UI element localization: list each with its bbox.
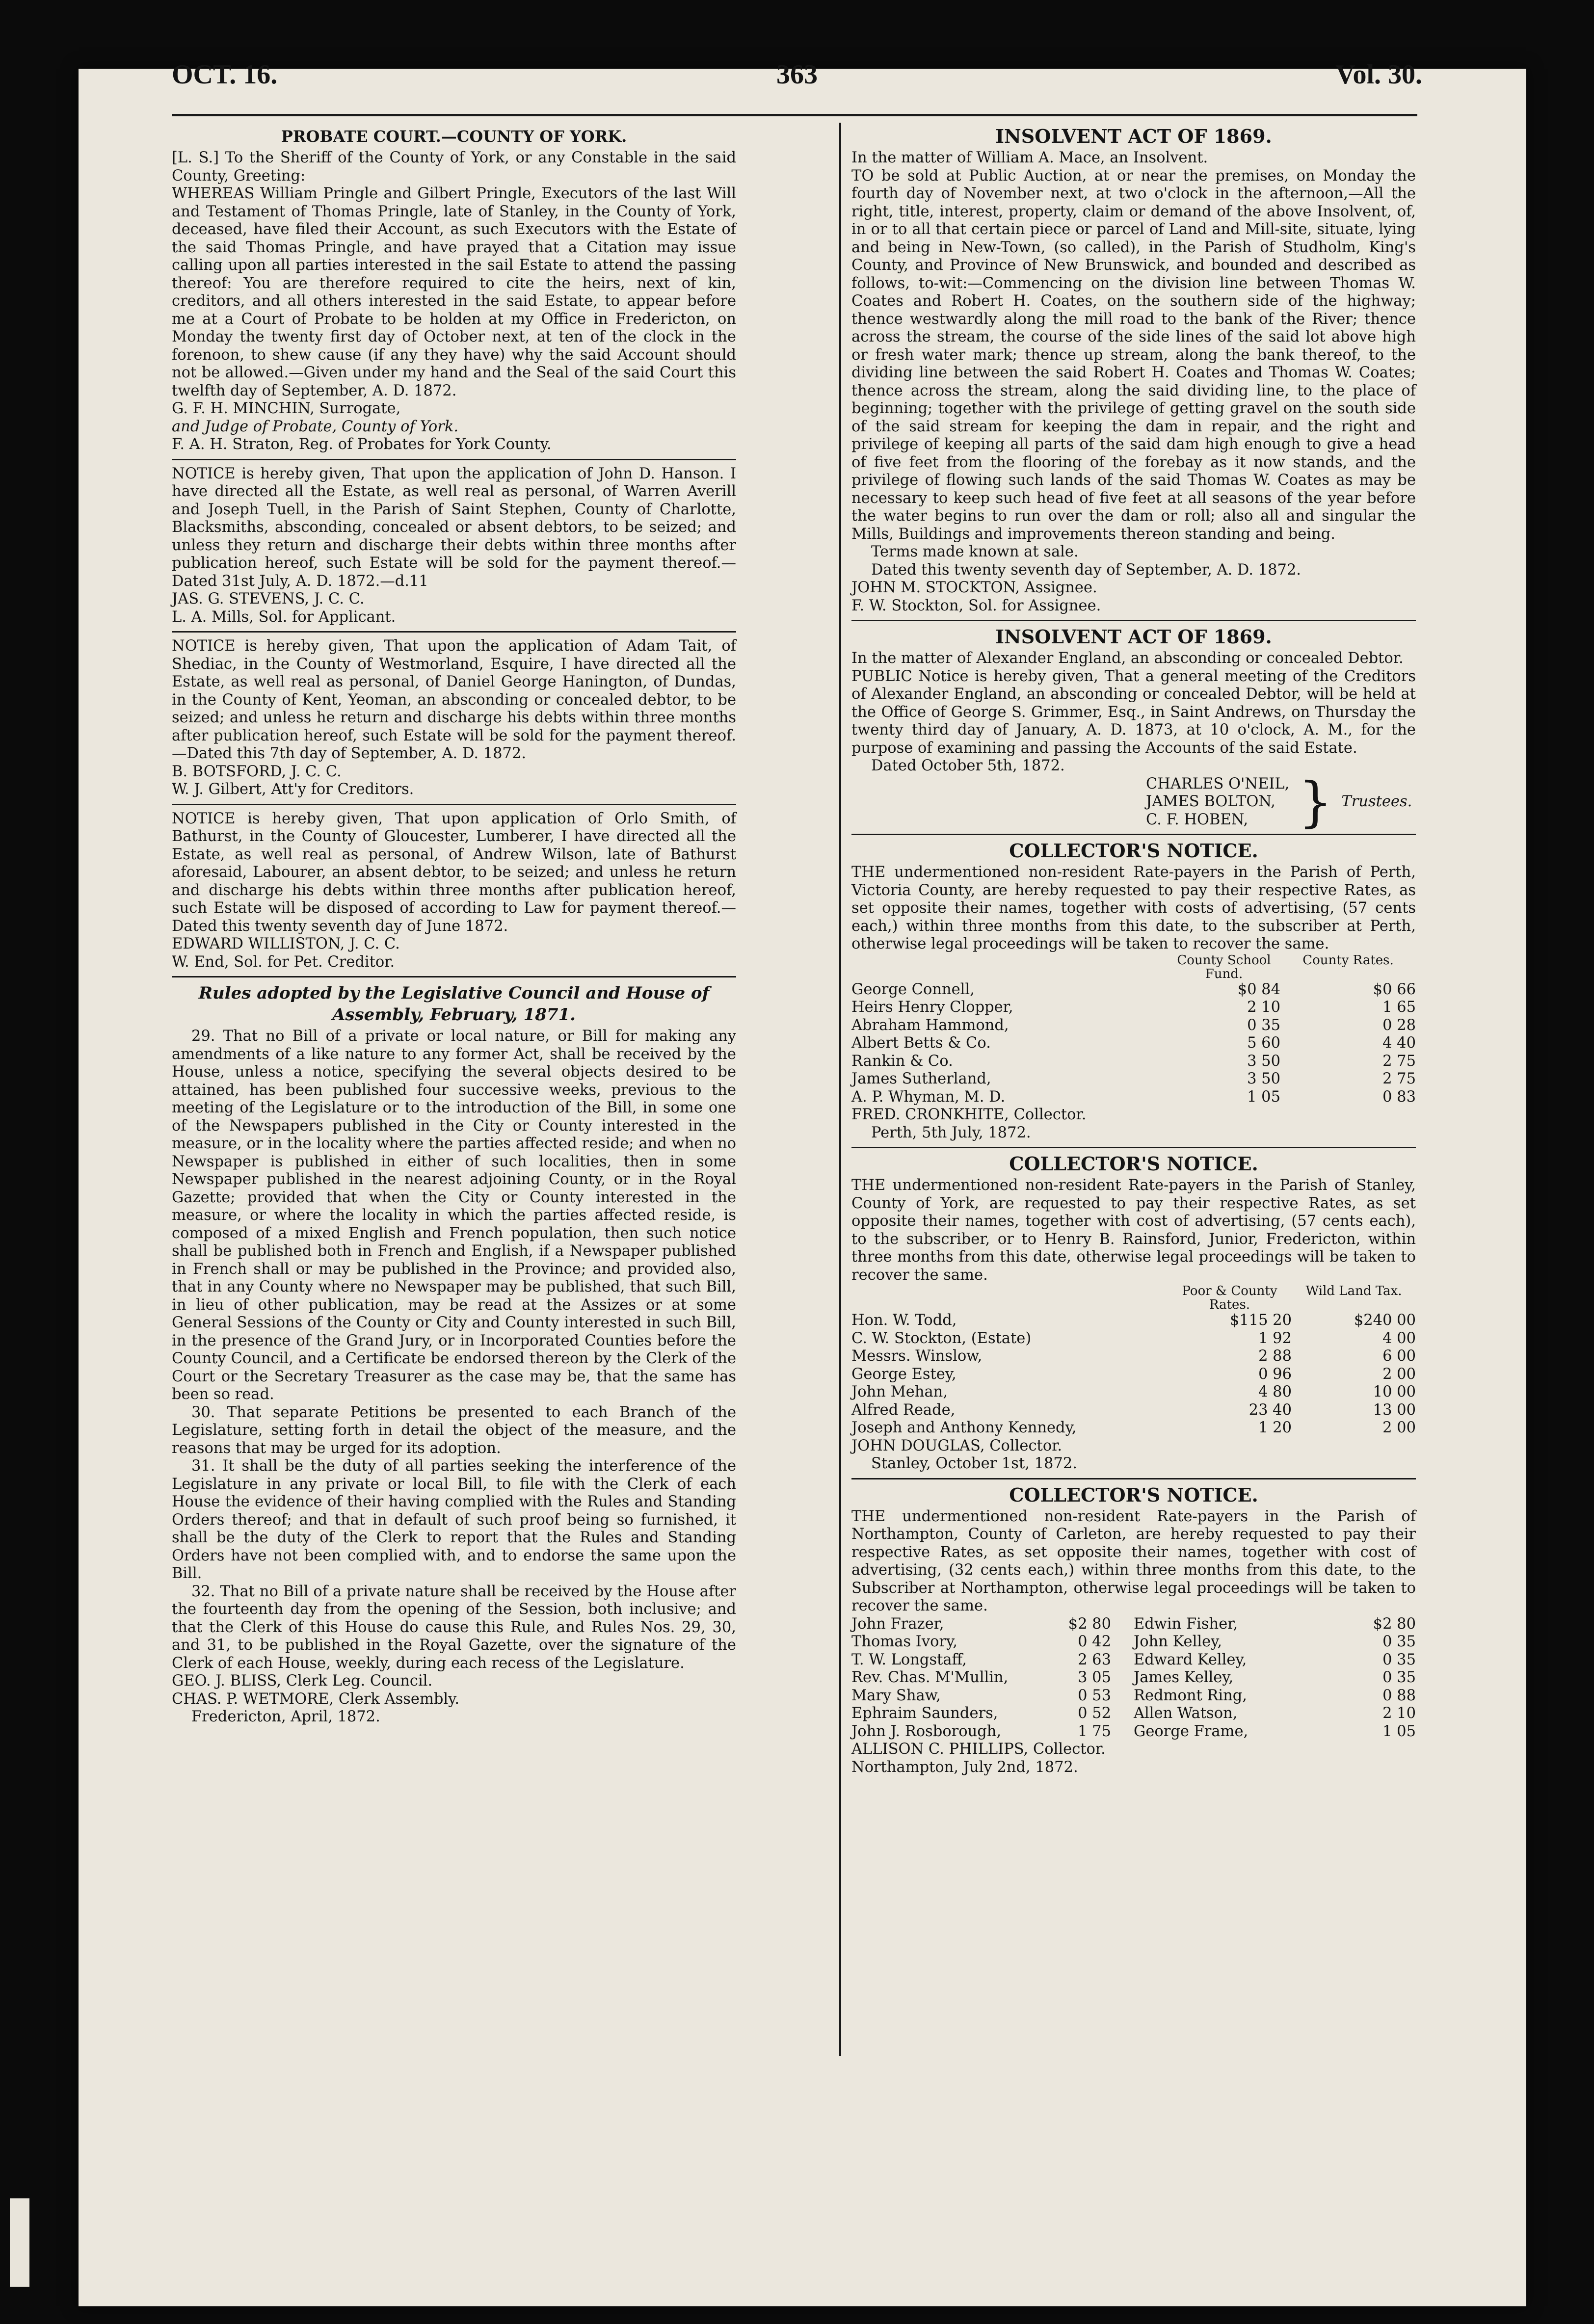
- ratepayer-name: Rev. Chas. M'Mullin,: [851, 1669, 1009, 1686]
- spacer: [1111, 1651, 1134, 1669]
- divider: [851, 620, 1416, 621]
- header-rule: [172, 114, 1417, 116]
- collector-title: COLLECTOR'S NOTICE.: [1009, 840, 1258, 862]
- notice-signature: B. BOTSFORD, J. C. C.: [172, 763, 342, 780]
- ratepayer-name: Ephraim Saunders,: [851, 1705, 998, 1722]
- rules-title: Rules adopted by the Legislative Council and House of Assembly, February, 1871.: [198, 983, 710, 1025]
- ratepayer-name: A. P. Whyman, M. D.: [851, 1088, 1006, 1106]
- school-fund-value: 5 60: [1247, 1034, 1280, 1052]
- rate-value: 0 35: [1382, 1651, 1416, 1668]
- rule-31: 31. It shall be the duty of all parties seeking the interference of the Legislature in any private or local Bill, to file with the Clerk of each House the evidence of their having complied with the Rules and Standing Orders thereof; and that in default of such proof being so furnished, it shall be the duty of the Clerk to report that the Rules and Standing Orders have not been complied with, and to endorse the same upon the Bill.: [172, 1457, 736, 1582]
- ratepayer-name: Heirs Henry Clopper,: [851, 999, 1013, 1016]
- column-header: County School Fund.: [1177, 952, 1271, 981]
- ratepayer-name: George Estey,: [851, 1365, 956, 1383]
- probate-signature: G. F. H. MINCHIN, Surrogate,: [172, 400, 401, 417]
- collector-body: THE undermentioned non-resident Rate-payers in the Parish of Perth, Victoria County, are hereby requested to pay their respective Rates, as set opposite their names, together with costs of advertising, (57 cents each,) within three months from this date, to the subscriber at Perth, otherwise legal proceedings will be taken to recover the same.: [851, 864, 1416, 952]
- wild-land-value: 13 00: [1373, 1401, 1416, 1419]
- wild-land-value: 4 00: [1382, 1329, 1416, 1347]
- ratepayer-name: Hon. W. Todd,: [851, 1312, 957, 1329]
- table-row: [851, 1017, 1416, 1035]
- county-rate-value: 2 75: [1382, 1070, 1416, 1087]
- brace-glyph: }: [1298, 770, 1333, 834]
- collector-signature: ALLISON C. PHILLIPS, Collector.: [851, 1741, 1106, 1758]
- insolvent-mace: [851, 126, 1416, 615]
- collector-notice-northampton: [851, 1484, 1416, 1777]
- rate-value: 2 10: [1382, 1705, 1416, 1722]
- notice-solicitor: L. A. Mills, Sol. for Applicant.: [172, 608, 396, 626]
- rate-value: $2 80: [1068, 1615, 1111, 1633]
- rate-value: 0 53: [1078, 1687, 1111, 1704]
- spacer: [1111, 1687, 1134, 1705]
- ratepayer-name: John Frazer,: [851, 1615, 944, 1633]
- divider: [172, 459, 736, 460]
- rule-29: 29. That no Bill of a private or local nature, or Bill for making any amendments of a like nature to any former Act, shall be received by the House, unless a notice, specifying the several objects desired to be attained, has been published four successive weeks, previous to the meeting of the Legislature or to the introduction of the Bill, in some one of the Newspapers published in the City or County interested in the measure, or in the locality where the parties affected reside; and when no Newspaper is published in either of such localities, then in some Newspaper published in the nearest adjoining County, or in the Royal Gazette; provided that when the City or County interested in the measure, or where the locality in which the parties affected reside, is composed of a mixed English and French population, then such notice shall be published both in French and English, if a Newspaper published in French shall or may be published in the Province; and provided also, that in any County where no Newspaper may be published, that such Bill, in lieu of other publication, may be read at the Assizes or at some General Sessions of the County or City and County interested in such Bill, in the presence of the Grand Jury, or in Incorporated Counties before the County Council, and a Certificate be endorsed thereon by the Clerk of the Court or the Secretary Treasurer as the case may be, that the same has been so read.: [172, 1028, 736, 1403]
- ratepayer-name: George Frame,: [1134, 1722, 1249, 1740]
- table-row: [851, 1723, 1416, 1741]
- probate-body: WHEREAS William Pringle and Gilbert Pringle, Executors of the last Will and Testament of Thomas Pringle, late of Stanley, in the County of York, deceased, have filed their Account, as such Executors with the Estate of the said Thomas Pringle, and have prayed that a Citation may issue calling upon all parties interested in the sail Estate to attend the passing thereof: You are therefore required to cite the heirs, next of kin, creditors, and all others interested in the said Estate, to appear before me at a Court of Probate to be holden at my Office in Fredericton, on Monday the twenty first day of October next, at ten of the clock in the forenoon, to shew cause (if any they have) why the said Account should not be allowed.—Given under my hand and the Seal of the said Court this twelfth day of September, A. D. 1872.: [172, 185, 736, 399]
- legislative-rules: [172, 982, 736, 1726]
- wild-land-value: $240 00: [1354, 1312, 1416, 1329]
- poor-county-value: 1 92: [1258, 1329, 1292, 1347]
- column-rule: [839, 123, 841, 2056]
- insolvent-solicitor: F. W. Stockton, Sol. for Assignee.: [851, 597, 1101, 614]
- insolvent-dated: Dated October 5th, 1872.: [871, 757, 1065, 774]
- binding-tab: [10, 2198, 29, 2287]
- spacer: [1111, 1633, 1134, 1651]
- ratepayer-name: Joseph and Anthony Kennedy,: [851, 1419, 1077, 1436]
- county-rate-value: 2 75: [1382, 1052, 1416, 1070]
- ratepayer-name: Edward Kelley,: [1134, 1651, 1247, 1668]
- insolvent-dated: Dated this twenty seventh day of September, A. D. 1872.: [871, 561, 1301, 579]
- ratepayer-name: T. W. Longstaff,: [851, 1651, 967, 1668]
- rate-value: 0 88: [1382, 1687, 1416, 1704]
- probate-title: PROBATE COURT.—COUNTY OF YORK.: [281, 127, 627, 146]
- divider: [851, 1478, 1416, 1479]
- table-row: [851, 1347, 1416, 1366]
- notice-body: NOTICE is hereby given, That upon application of Orlo Smith, of Bathurst, in the County of Gloucester, Lumberer, I have directed all the Estate, as well real as personal, of Andrew Wilson, late of Bathurst aforesaid, Labourer, an absent debtor, to be seized; and unless he return and discharge his debts within three months after publication hereof, such Estate will be disposed of according to Law for payment thereof.—Dated this twenty seventh day of June 1872.: [172, 810, 736, 935]
- trustees-label: Trustees.: [1341, 793, 1412, 810]
- school-fund-value: 3 50: [1247, 1052, 1280, 1070]
- probate-court-notice: [172, 126, 736, 454]
- notice-signature: JAS. G. STEVENS, J. C. C.: [172, 590, 365, 607]
- table-row: [851, 1651, 1416, 1669]
- spacer: [1111, 1669, 1134, 1687]
- poor-county-value: 0 96: [1258, 1365, 1292, 1383]
- rule-30: 30. That separate Petitions be presented to each Branch of the Legislature, setting forth in detail the object of the measure, and the reasons that may be urged for its adoption.: [172, 1403, 736, 1457]
- table-row: [851, 999, 1416, 1017]
- rate-value: 0 35: [1382, 1633, 1416, 1650]
- collector-place: Perth, 5th July, 1872.: [871, 1124, 1031, 1141]
- poor-county-value: 1 20: [1258, 1419, 1292, 1436]
- column-header: County Rates.: [1302, 952, 1394, 968]
- probate-registrar: F. A. H. Straton, Reg. of Probates for York County.: [172, 436, 552, 453]
- right-column: [851, 123, 1416, 1776]
- insolvent-matter: In the matter of Alexander England, an absconding or concealed Debtor.: [851, 650, 1404, 667]
- rates-table: [851, 1284, 1416, 1437]
- collector-body: THE undermentioned non-resident Rate-payers in the Parish of Northampton, County of Carleton, are hereby requested to pay their respective Rates, as set opposite their names, together with cost of advertising, (32 cents each,) within three months from this date, to the Subscriber at Northampton, otherwise legal proceedings will be taken to recover the same.: [851, 1507, 1416, 1614]
- collector-title: COLLECTOR'S NOTICE.: [1009, 1483, 1258, 1506]
- table-row: [851, 1705, 1416, 1723]
- poor-county-value: $115 20: [1229, 1312, 1292, 1329]
- wild-land-value: 6 00: [1382, 1347, 1416, 1365]
- rules-signature-2: CHAS. P. WETMORE, Clerk Assembly.: [172, 1690, 460, 1708]
- rate-value: 0 35: [1382, 1669, 1416, 1686]
- rate-value: 1 75: [1078, 1722, 1111, 1740]
- county-rate-value: 1 65: [1382, 999, 1416, 1016]
- divider: [172, 976, 736, 977]
- school-fund-value: $0 84: [1237, 980, 1280, 998]
- table-row: [851, 1401, 1416, 1420]
- rates-table: [851, 953, 1416, 1107]
- school-fund-value: 0 35: [1247, 1016, 1280, 1034]
- insolvent-terms: Terms made known at sale.: [871, 543, 1079, 560]
- poor-county-value: 4 80: [1258, 1383, 1292, 1400]
- rules-place-date: Fredericton, April, 1872.: [191, 1708, 380, 1725]
- collector-notice-perth: [851, 840, 1416, 1142]
- ratepayer-name: Mary Shaw,: [851, 1687, 941, 1704]
- collector-notice-stanley: [851, 1153, 1416, 1473]
- school-fund-value: 2 10: [1247, 999, 1280, 1016]
- issue-date: OCT. 16.: [172, 59, 278, 90]
- trustee-name: C. F. HOBEN,: [1146, 811, 1249, 828]
- collector-signature: JOHN DOUGLAS, Collector.: [851, 1437, 1063, 1454]
- table-row: [851, 1088, 1416, 1107]
- divider: [851, 834, 1416, 835]
- ratepayer-name: Albert Betts & Co.: [851, 1034, 991, 1052]
- notice-tait: [172, 637, 736, 799]
- notice-body: NOTICE is hereby given, That upon the application of John D. Hanson. I have directed all the Estate, as well real as personal, of Warren Averill and Joseph Tuell, in the Parish of Saint Stephen, County of Charlotte, Blacksmiths, absconding, concealed or absent debtors, to be seized; and unless they return and discharge their debts within three months after publication hereof, such Estate will be sold for the payment thereof.—Dated 31st July, A. D. 1872.—d.11: [172, 465, 736, 590]
- county-rate-value: 0 28: [1382, 1016, 1416, 1034]
- insolvent-england: [851, 626, 1416, 834]
- ratepayer-name: Thomas Ivory,: [851, 1633, 957, 1650]
- ratepayer-name: James Kelley,: [1134, 1669, 1234, 1686]
- collector-place: Stanley, October 1st, 1872.: [871, 1455, 1077, 1472]
- ratepayer-name: George Connell,: [851, 980, 975, 998]
- divider: [172, 804, 736, 805]
- collector-body: THE undermentioned non-resident Rate-payers in the Parish of Stanley, County of York, are requested to pay their respective Rates, as set opposite their names, together with cost of advertising, (57 cents each), to the subscriber, or to Henry B. Rainsford, Junior, Fredericton, within three months from this date, otherwise legal proceedings will be taken to recover the same.: [851, 1177, 1416, 1284]
- wild-land-value: 2 00: [1382, 1365, 1416, 1383]
- table-header: [851, 953, 1416, 981]
- rate-value: 0 52: [1078, 1705, 1111, 1722]
- table-row: [851, 1070, 1416, 1088]
- rate-value: 1 05: [1382, 1722, 1416, 1740]
- ratepayer-name: John J. Rosborough,: [851, 1722, 1002, 1740]
- notice-body: NOTICE is hereby given, That upon the application of Adam Tait, of Shediac, in the County of Westmorland, Esquire, I have directed all the Estate, as well real as personal, of Daniel George Hanington, of Dundas, in the County of Kent, Yeoman, an absconding or concealed debtor, to be seized; and unless he return and discharge his debts within three months after publication hereof, such Estate will be sold for the payment thereof. —Dated this 7th day of September, A. D. 1872.: [172, 637, 736, 762]
- county-rate-value: 4 40: [1382, 1034, 1416, 1052]
- insolvent-body: TO be sold at Public Auction, at or near the premises, on Monday the fourth day of November next, at two o'clock in the afternoon,—All the right, title, interest, property, claim or demand of the above Insolvent, of, in or to all that certain piece or parcel of Land and Mill-site, situate, lying and being in New-Town, (so called), in the Parish of Studholm, King's County, and Province of New Brunswick, and bounded and described as follows, to-wit:—Commencing on the division line between Thomas W. Coates and Robert H. Coates, on the southern side of the highway; thence westwardly along the mill road to the bank of the River; thence across the stream, the course of the side lines of the said lot above high or fresh water mark; thence up stream, along the bank thereof, to the dividing line between the said Robert H. Coates and Thomas W. Coates; thence across the stream, along the said dividing line, to the place of beginning; together with the privilege of getting gravel on the south side of the said stream for keeping the dam in repair, and the right and privilege of keeping all parts of the said dam high enough to give a head of five feet from the flooring of the forebay as it now stands, and the privilege of flowing such lands of the said Thomas W. Coates as may be necessary to keep such head of five feet at all seasons of the year before the water begins to run over the dam or roll; also all and singular the Mills, Buildings and improvements thereon standing and being.: [851, 167, 1416, 543]
- table-header: [851, 1284, 1416, 1312]
- ratepayer-name: Rankin & Co.: [851, 1052, 953, 1070]
- rates-table: [851, 1615, 1416, 1741]
- spacer: [1111, 1723, 1134, 1741]
- probate-signature-title: and Judge of Probate, County of York.: [172, 418, 459, 435]
- insolvent-body: PUBLIC Notice is hereby given, That a general meeting of the Creditors of Alexander England, an absconding or concealed Debtor, will be held at the Office of George S. Grimmer, Esq., in Saint Andrews, on Thursday the twenty third day of January, A. D. 1873, at 10 o'clock, A. M., for the purpose of examining and passing the Accounts of the said Estate.: [851, 667, 1416, 757]
- divider: [172, 631, 736, 633]
- school-fund-value: 3 50: [1247, 1070, 1280, 1087]
- insolvent-signature: JOHN M. STOCKTON, Assignee.: [851, 579, 1097, 596]
- column-header: Wild Land Tax.: [1305, 1284, 1402, 1298]
- table-row: [851, 1687, 1416, 1705]
- rule-32: 32. That no Bill of a private nature shall be received by the House after the fourteenth day from the opening of the Session, both inclusive; and that the Clerk of this House do cause this Rule, and Rules Nos. 29, 30, and 31, to be published in the Royal Gazette, over the signature of the Clerk of each House, weekly, during each recess of the Legislature.: [172, 1583, 736, 1672]
- insolvent-title: INSOLVENT ACT OF 1869.: [995, 125, 1272, 147]
- table-row: [851, 1615, 1416, 1634]
- collector-title: COLLECTOR'S NOTICE.: [1009, 1153, 1258, 1175]
- spacer: [1111, 1615, 1134, 1634]
- ratepayer-name: John Kelley,: [1134, 1633, 1222, 1650]
- collector-signature: FRED. CRONKHITE, Collector.: [851, 1106, 1087, 1123]
- table-row: [851, 1419, 1416, 1437]
- left-column: [172, 123, 736, 1726]
- table-row: [851, 1366, 1416, 1384]
- ratepayer-name: Messrs. Winslow,: [851, 1347, 983, 1365]
- county-rate-value: 0 83: [1382, 1088, 1416, 1106]
- wild-land-value: 2 00: [1382, 1419, 1416, 1436]
- poor-county-value: 23 40: [1249, 1401, 1292, 1419]
- rate-value: 0 42: [1078, 1633, 1111, 1650]
- rate-value: 3 05: [1078, 1669, 1111, 1686]
- notice-solicitor: W. J. Gilbert, Att'y for Creditors.: [172, 781, 414, 798]
- trustee-name: JAMES BOLTON,: [1146, 793, 1275, 810]
- insolvent-title: INSOLVENT ACT OF 1869.: [995, 626, 1272, 648]
- school-fund-value: 1 05: [1247, 1088, 1280, 1106]
- table-row: [851, 1034, 1416, 1053]
- table-row: [851, 1633, 1416, 1651]
- table-row: [851, 981, 1416, 999]
- table-row: [851, 1669, 1416, 1687]
- page-number: 363: [776, 59, 818, 90]
- spacer: [1111, 1705, 1134, 1723]
- rate-value: $2 80: [1373, 1615, 1416, 1633]
- table-row: [851, 1383, 1416, 1401]
- column-header: Poor & County Rates.: [1182, 1284, 1277, 1312]
- notice-hanson: [172, 465, 736, 627]
- table-row: [851, 1053, 1416, 1071]
- rules-signature-1: GEO. J. BLISS, Clerk Leg. Council.: [172, 1672, 433, 1690]
- wild-land-value: 10 00: [1373, 1383, 1416, 1400]
- poor-county-value: 2 88: [1258, 1347, 1292, 1365]
- notice-signature: EDWARD WILLISTON, J. C. C.: [172, 935, 400, 952]
- notice-smith: [172, 810, 736, 972]
- table-row: [851, 1312, 1416, 1330]
- probate-salutation: [L. S.] To the Sheriff of the County of York, or any Constable in the said County, Greeting:: [172, 149, 736, 185]
- trustees-block: [1146, 770, 1416, 834]
- county-rate-value: $0 66: [1373, 980, 1416, 998]
- ratepayer-name: C. W. Stockton, (Estate): [851, 1329, 1032, 1347]
- ratepayer-name: John Mehan,: [851, 1383, 948, 1400]
- ratepayer-name: Edwin Fisher,: [1134, 1615, 1238, 1633]
- collector-place: Northampton, July 2nd, 1872.: [851, 1758, 1078, 1776]
- ratepayer-name: James Sutherland,: [851, 1070, 991, 1087]
- divider: [851, 1147, 1416, 1148]
- table-row: [851, 1330, 1416, 1348]
- ratepayer-name: Alfred Reade,: [851, 1401, 956, 1419]
- volume-number: Vol. 30.: [1335, 59, 1422, 90]
- trustee-name: CHARLES O'NEIL,: [1146, 775, 1290, 792]
- ratepayer-name: Abraham Hammond,: [851, 1016, 1009, 1034]
- insolvent-matter: In the matter of William A. Mace, an Insolvent.: [851, 149, 1208, 166]
- notice-solicitor: W. End, Sol. for Pet. Creditor.: [172, 953, 395, 971]
- page-header: [172, 59, 1422, 118]
- rate-value: 2 63: [1078, 1651, 1111, 1668]
- ratepayer-name: Allen Watson,: [1134, 1705, 1238, 1722]
- ratepayer-name: Redmont Ring,: [1134, 1687, 1247, 1704]
